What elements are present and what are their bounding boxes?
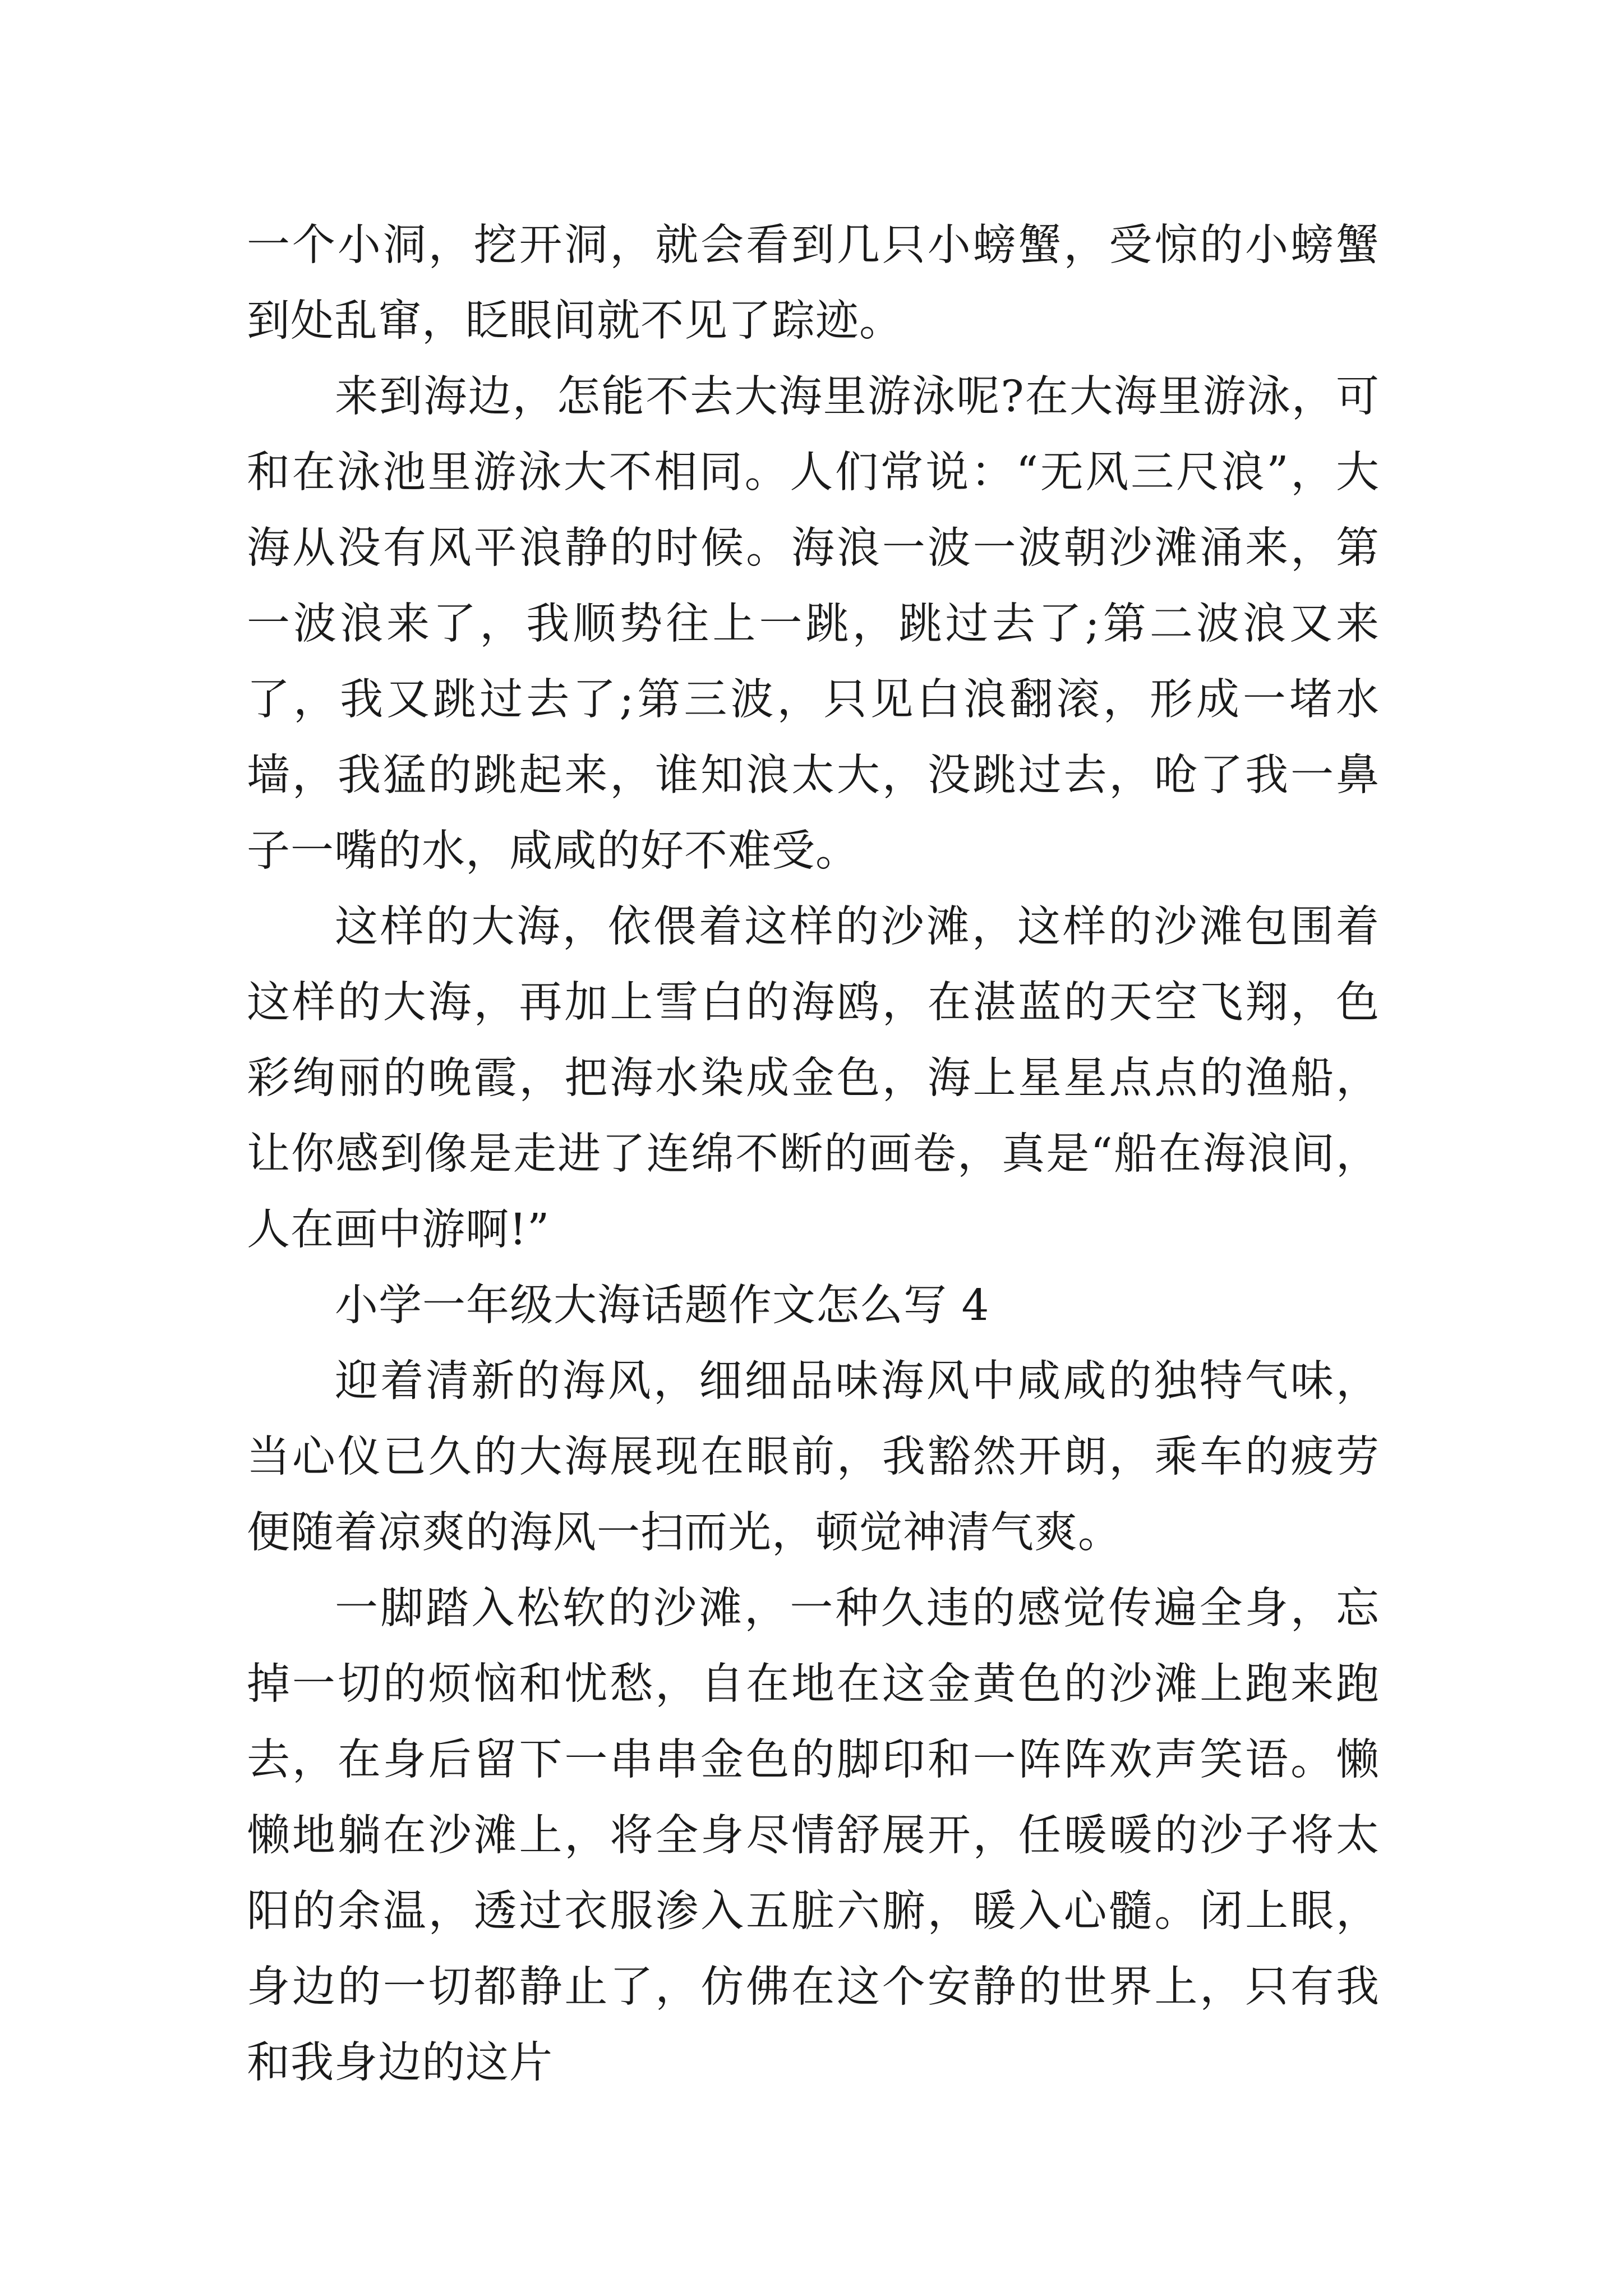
section-heading: 小学一年级大海话题作文怎么写 4 bbox=[335, 1281, 990, 1331]
paragraph-sea-breeze: 迎着清新的海风，细细品味海风中咸咸的独特气味，当心仪已久的大海展现在眼前，我豁然开朗，乘车的疲劳便随着凉爽的海风一扫而光，顿觉神清气爽。 bbox=[247, 1356, 1380, 1558]
paragraph-scenery: 这样的大海，依偎着这样的沙滩，这样的沙滩包围着这样的大海，再加上雪白的海鸥，在湛蓝的天空飞翔，色彩绚丽的晚霞，把海水染成金色，海上星星点点的渔船，让你感到像是走进了连绵不断的画卷，真是“船在海浪间，人在画中游啊!” bbox=[247, 902, 1380, 1255]
document-body bbox=[247, 208, 1380, 2101]
paragraph-swimming: 来到海边，怎能不去大海里游泳呢?在大海里游泳，可和在泳池里游泳大不相同。人们常说：“无风三尺浪”，大海从没有风平浪静的时候。海浪一波一波朝沙滩涌来，第一波浪来了，我顺势往上一跳，跳过去了;第二波浪又来了，我又跳过去了;第三波，只见白浪翻滚，形成一堵水墙，我猛的跳起来，谁知浪太大，没跳过去，呛了我一鼻子一嘴的水，咸咸的好不难受。 bbox=[247, 372, 1380, 876]
paragraph-beach: 一脚踏入松软的沙滩，一种久违的感觉传遍全身，忘掉一切的烦恼和忧愁，自在地在这金黄色的沙滩上跑来跑去，在身后留下一串串金色的脚印和一阵阵欢声笑语。懒懒地躺在沙滩上，将全身尽情舒展开，任暖暖的沙子将太阳的余温，透过衣服渗入五脏六腑，暖入心髓。闭上眼，身边的一切都静止了，仿佛在这个安静的世界上，只有我和我身边的这片 bbox=[247, 1584, 1380, 2088]
paragraph-continuation: 一个小洞，挖开洞，就会看到几只小螃蟹，受惊的小螃蟹到处乱窜，眨眼间就不见了踪迹。 bbox=[247, 220, 1380, 346]
